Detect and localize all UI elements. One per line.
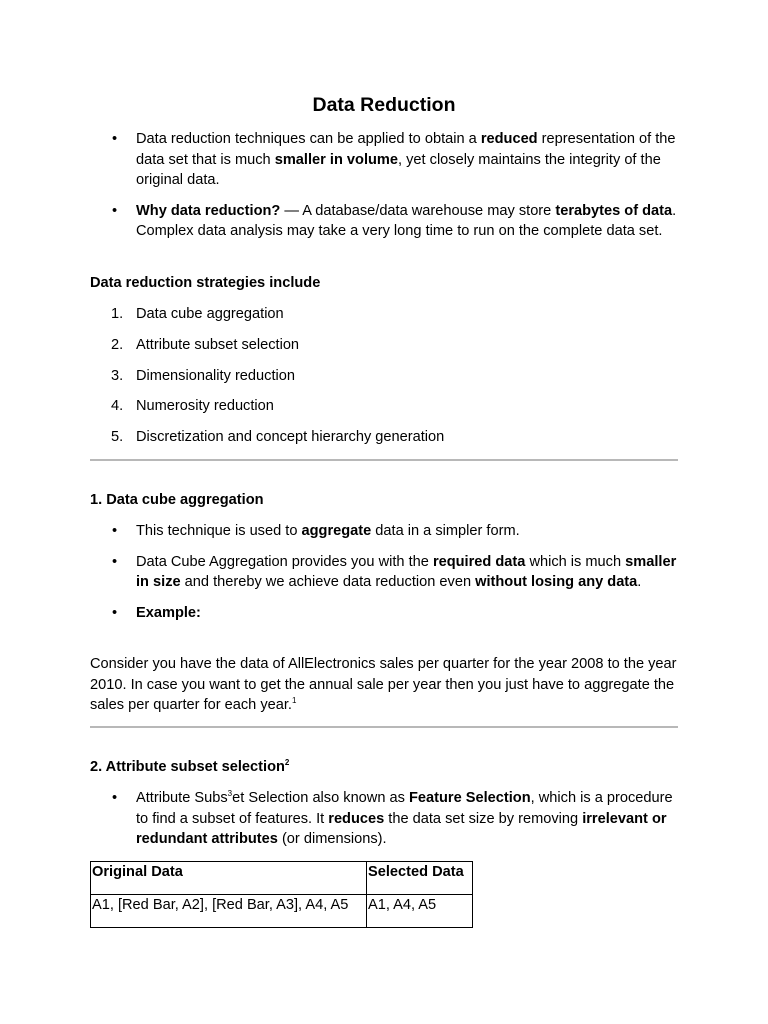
strategy-label: Attribute subset selection — [136, 336, 300, 353]
section1-bullet-required-data — [90, 552, 678, 593]
section2-bullet-list — [90, 788, 678, 850]
bold-run: irrelevant or redundant attributes — [136, 810, 667, 847]
strategy-label: Dimensionality reduction — [136, 367, 295, 384]
text-run: — A database/data warehouse may store — [280, 202, 556, 219]
section1-bullet-aggregate — [90, 521, 678, 542]
text-run: , which is a procedure to find a subset of features. It — [136, 790, 673, 827]
table-header-cell: Selected Data — [367, 862, 473, 895]
section1-bullet-example — [90, 603, 678, 624]
section-divider — [90, 459, 678, 461]
text-run: Data Cube Aggregation provides you with the — [136, 553, 433, 570]
table-cell: A1, A4, A5 — [367, 895, 473, 928]
text-run: (or dimensions). — [277, 831, 387, 847]
table-header-row — [91, 862, 473, 895]
bold-run: Why data reduction? — [136, 202, 281, 219]
paragraph-text: Consider you have the data of AllElectronics sales per quarter for the year 2008 to the year 2010. In case you want to get the annual sale per year then you just have to aggregate the sales per quarter for each year. — [90, 656, 677, 713]
strategies-section — [90, 304, 678, 458]
section1-heading: 1. Data cube aggregation — [90, 492, 264, 508]
text-run: data in a simpler form. — [371, 523, 520, 539]
page-title: Data Reduction — [312, 94, 456, 116]
strategy-item — [90, 335, 678, 356]
text-run: , yet closely maintains the integrity of the original data. — [136, 151, 661, 188]
strategies-list — [90, 304, 678, 448]
section1-bullet-list — [90, 521, 678, 623]
text-run: representation of the data set that is much — [136, 131, 676, 168]
bold-run: Example: — [136, 604, 201, 621]
bold-run: aggregate — [301, 523, 372, 539]
text-run: Data reduction techniques can be applied to obtain a — [136, 131, 481, 147]
text-run: which is much — [525, 553, 626, 570]
section2-bullet-feature-selection — [90, 788, 678, 850]
attribute-table-wrapper — [90, 861, 678, 928]
text-run: and thereby we achieve data reduction even — [180, 574, 476, 590]
footnote-ref[interactable]: 1 — [292, 696, 297, 705]
bold-run: smaller in volume — [274, 151, 399, 168]
list-number: 5. — [111, 429, 124, 446]
section2-bullets — [90, 788, 678, 850]
intro-bullet-list — [90, 129, 678, 242]
intro-bullet-reduction-techniques — [90, 129, 678, 191]
list-number: 2. — [111, 336, 124, 353]
text-run: et Selection also known as — [232, 790, 409, 806]
strategy-label: Numerosity reduction — [136, 398, 274, 415]
intro-section — [90, 129, 678, 242]
bold-run: reduced — [480, 131, 538, 147]
bold-run: without losing any data — [475, 574, 638, 590]
section1-bullets — [90, 521, 678, 623]
section-divider — [90, 726, 678, 728]
strategies-heading: Data reduction strategies include — [90, 275, 321, 291]
intro-bullet-why-reduction — [90, 201, 678, 242]
section2-heading-text: 2. Attribute subset selection — [90, 759, 285, 775]
attribute-table — [90, 861, 473, 928]
strategy-label: Discretization and concept hierarchy generation — [136, 429, 445, 446]
text-run: . Complex data analysis may take a very long time to run on the complete data set. — [136, 202, 677, 239]
text-run: the data set size by removing — [384, 810, 583, 827]
strategy-item — [90, 427, 678, 448]
text-run: This technique is used to — [136, 523, 302, 539]
footnote-ref[interactable]: 2 — [284, 758, 290, 767]
list-number: 1. — [111, 306, 124, 322]
bold-run: Feature Selection — [408, 790, 531, 806]
strategy-label: Data cube aggregation — [136, 306, 284, 322]
bold-run: terabytes of data — [555, 202, 673, 219]
section1-paragraph — [90, 654, 678, 716]
strategy-item — [90, 396, 678, 417]
footnote-ref[interactable]: 3 — [227, 789, 233, 798]
table-row — [91, 895, 473, 928]
list-number: 4. — [111, 398, 124, 415]
strategy-item — [90, 304, 678, 325]
list-number: 3. — [111, 367, 124, 384]
strategy-item — [90, 366, 678, 387]
table-header-cell: Original Data — [91, 862, 367, 895]
text-run: . — [637, 574, 642, 590]
bold-run: reduces — [328, 810, 385, 827]
bold-run: required data — [432, 553, 526, 570]
section2-heading — [90, 757, 678, 778]
text-run: Attribute Subs — [136, 790, 228, 806]
table-cell: A1, [Red Bar, A2], [Red Bar, A3], A4, A5 — [91, 895, 367, 928]
bold-run: smaller in size — [136, 553, 677, 590]
